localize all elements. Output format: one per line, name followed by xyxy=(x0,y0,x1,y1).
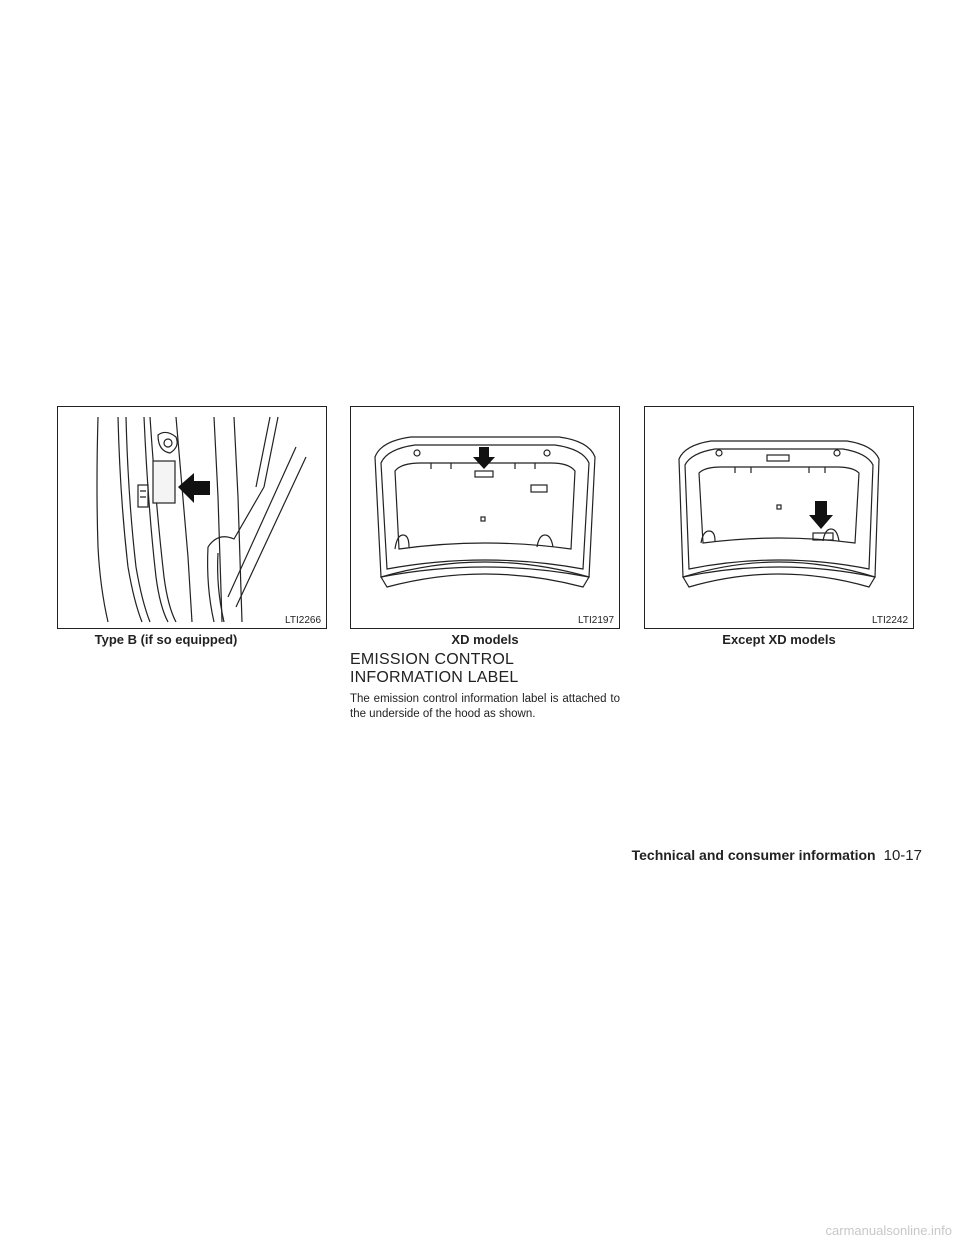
figure-door-pillar xyxy=(57,406,327,629)
page-number: 10-17 xyxy=(883,847,922,864)
figure-hood-xd xyxy=(350,406,620,629)
door-pillar-illustration xyxy=(58,407,326,628)
figure-hood-except-xd xyxy=(644,406,914,629)
figure-caption: Except XD models xyxy=(722,632,836,647)
figure-caption: Type B (if so equipped) xyxy=(94,632,238,647)
figure-code: LTI2266 xyxy=(285,615,321,626)
section-body: The emission control information label is attached to the underside of the hood as shown. xyxy=(350,693,620,720)
figure-caption: XD models xyxy=(451,632,519,647)
arrow-icon xyxy=(473,447,495,469)
page-footer xyxy=(632,847,922,864)
section-title-line: INFORMATION LABEL xyxy=(350,669,519,686)
arrow-icon xyxy=(809,501,833,529)
figure-code: LTI2242 xyxy=(872,615,908,626)
footer-section-title: Technical and consumer information xyxy=(631,847,876,863)
hood-except-xd-illustration xyxy=(645,407,913,628)
hood-xd-illustration xyxy=(351,407,619,628)
watermark: carmanualsonline.info xyxy=(825,1223,952,1238)
section-title xyxy=(350,651,630,687)
figure-code: LTI2197 xyxy=(578,615,614,626)
section-title-line: EMISSION CONTROL xyxy=(350,651,515,668)
